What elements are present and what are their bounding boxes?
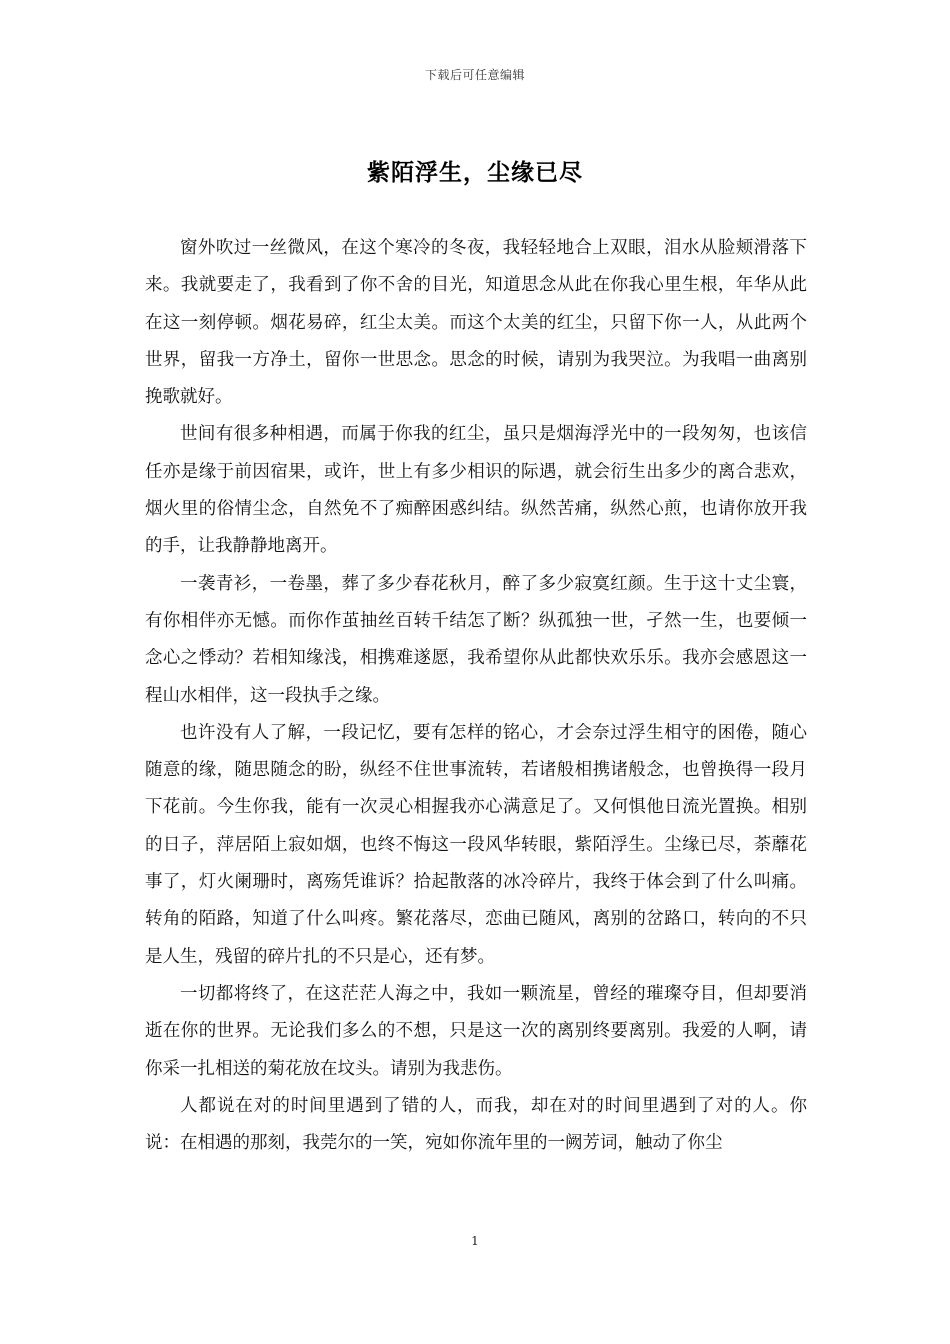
paragraph: 一切都将终了，在这茫茫人海之中，我如一颗流星，曾经的璀璨夺目，但却要消逝在你的世界。无论我们多么的不想，只是这一次的离别终要离别。我爱的人啊，请你采一扎相送的菊花放在坟头。请别为我悲伤。 <box>145 983 807 1079</box>
paragraph: 窗外吹过一丝微风，在这个寒冷的冬夜，我轻轻地合上双眼，泪水从脸颊滑落下来。我就要走了，我看到了你不舍的目光，知道思念从此在你我心里生根，年华从此在这一刻停顿。烟花易碎，红尘太美。而这个太美的红尘，只留下你一人，从此两个世界，留我一方净土，留你一世思念。思念的时候，请别为我哭泣。为我唱一曲离别挽歌就好。 <box>145 238 807 408</box>
paragraph: 人都说在对的时间里遇到了错的人，而我，却在对的时间里遇到了对的人。你说：在相遇的那刻，我莞尔的一笑，宛如你流年里的一阙芳词，触动了你尘 <box>145 1095 807 1154</box>
page-number: 1 <box>471 1234 479 1248</box>
document-body <box>145 230 807 1162</box>
document-title: 紫陌浮生，尘缘已尽 <box>367 159 583 186</box>
paragraph: 一袭青衫，一卷墨，葬了多少春花秋月，醉了多少寂寞红颜。生于这十丈尘寰，有你相伴亦无憾。而你作茧抽丝百转千结怎了断？纵孤独一世，孑然一生，也要倾一念心之悸动？若相知缘浅，相携难遂愿，我希望你从此都快欢乐乐。我亦会感恩这一程山水相伴，这一段执手之缘。 <box>145 573 807 706</box>
page-header-note: 下载后可任意编辑 <box>424 68 525 82</box>
paragraph: 也许没有人了解，一段记忆，要有怎样的铭心，才会奈过浮生相守的困倦，随心随意的缘，随思随念的盼，纵经不住世事流转，若诸般相携诸般念，也曾换得一段月下花前。今生你我，能有一次灵心相握我亦心满意足了。又何惧他日流光置换。相别的日子，萍居陌上寂如烟，也终不悔这一段风华转眼，紫陌浮生。尘缘已尽，荼蘼花事了，灯火阑珊时，离殇凭谁诉？拾起散落的冰冷碎片，我终于体会到了什么叫痛。转角的陌路，知道了什么叫疼。繁花落尽，恋曲已随风，离别的岔路口，转向的不只是人生，残留的碎片扎的不只是心，还有梦。 <box>145 722 807 967</box>
paragraph: 世间有很多种相遇，而属于你我的红尘，虽只是烟海浮光中的一段匆匆，也该信任亦是缘于前因宿果，或许，世上有多少相识的际遇，就会衍生出多少的离合悲欢，烟火里的俗情尘念，自然免不了痴醉困惑纠结。纵然苦痛，纵然心煎，也请你放开我的手，让我静静地离开。 <box>145 424 807 557</box>
